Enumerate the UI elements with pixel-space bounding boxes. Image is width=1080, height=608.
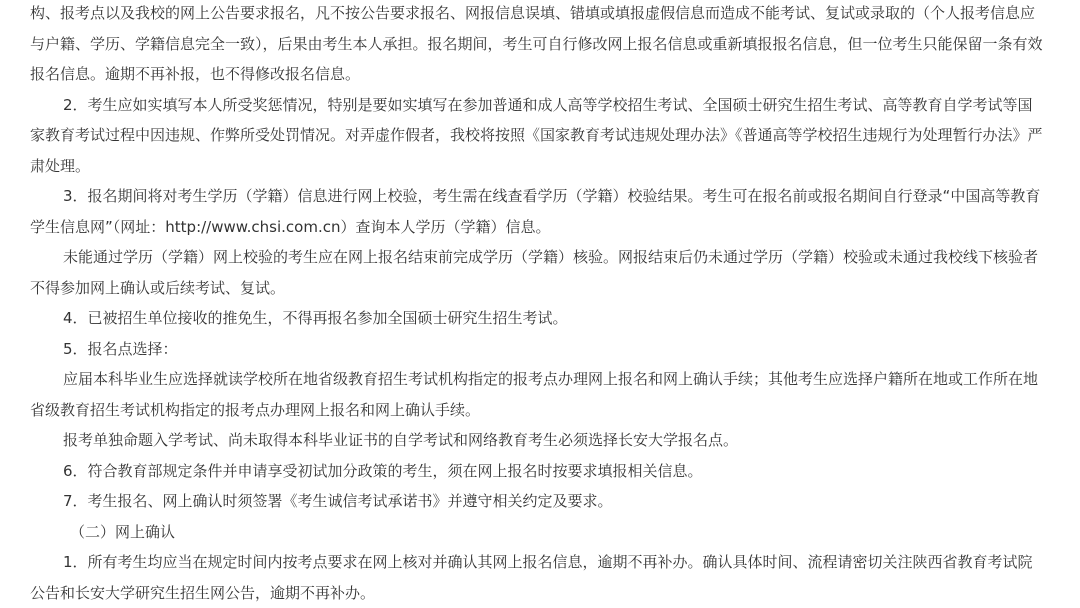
- paragraph-item-5-detail-2: 报考单独命题入学考试、尚未取得本科毕业证书的自学考试和网络教育考生必须选择长安大学报名点。: [63, 431, 739, 449]
- section-heading-online-confirmation: （二）网上确认: [70, 522, 176, 541]
- paragraph-item-3-note: 未能通过学历（学籍）网上校验的考生应在网上报名结束前完成学历（学籍）核验。网报结束后仍未通过学历（学籍）校验或未通过我校线下核验者不得参加网上确认或后续考试、复试。: [30, 248, 1039, 297]
- paragraph-intro-continuation: 构、报考点以及我校的网上公告要求报名，凡不按公告要求报名、网报信息误填、错填或填报虚假信息而造成不能考试、复试或录取的（个人报考信息应与户籍、学历、学籍信息完全一致），后果由考生本人承担。报名期间，考生可自行修改网上报名信息或重新填报报名信息，但一位考生只能保留一条有效报名信息。逾期不再补报，也不得修改报名信息。: [30, 4, 1043, 83]
- paragraph-item-2: 2．考生应如实填写本人所受奖惩情况，特别是要如实填写在参加普通和成人高等学校招生考试、全国硕士研究生招生考试、高等教育自学考试等国家教育考试过程中因违规、作弊所受处罚情况。对弄虚作假者，我校将按照《国家教育考试违规处理办法》《普通高等学校招生违规行为处理暂行办法》严肃处理。: [30, 95, 1043, 175]
- paragraph-confirmation-item-1: 1．所有考生均应当在规定时间内按考点要求在网上核对并确认其网上报名信息，逾期不再补办。确认具体时间、流程请密切关注陕西省教育考试院公告和长安大学研究生招生网公告，逾期不再补办。: [30, 553, 1033, 602]
- paragraph-item-6: 6．符合教育部规定条件并申请享受初试加分政策的考生，须在网上报名时按要求填报相关信息。: [63, 461, 703, 480]
- paragraph-item-3: 3．报名期间将对考生学历（学籍）信息进行网上校验，考生需在线查看学历（学籍）校验结果。考生可在报名前或报名期间自行登录“中国高等教育学生信息网”（网址：http://www.chsi.com.cn）查询本人学历（学籍）信息。: [30, 187, 1041, 236]
- paragraph-item-5: 5．报名点选择：: [63, 339, 178, 358]
- paragraph-item-5-detail-1: 应届本科毕业生应选择就读学校所在地省级教育招生考试机构指定的报考点办理网上报名和网上确认手续；其他考生应选择户籍所在地或工作所在地省级教育招生考试机构指定的报考点办理网上报名和网上确认手续。: [30, 370, 1039, 419]
- paragraph-item-7: 7．考生报名、网上确认时须签署《考生诚信考试承诺书》并遵守相关约定及要求。: [63, 492, 613, 510]
- paragraph-item-4: 4．已被招生单位接收的推免生，不得再报名参加全国硕士研究生招生考试。: [63, 309, 568, 327]
